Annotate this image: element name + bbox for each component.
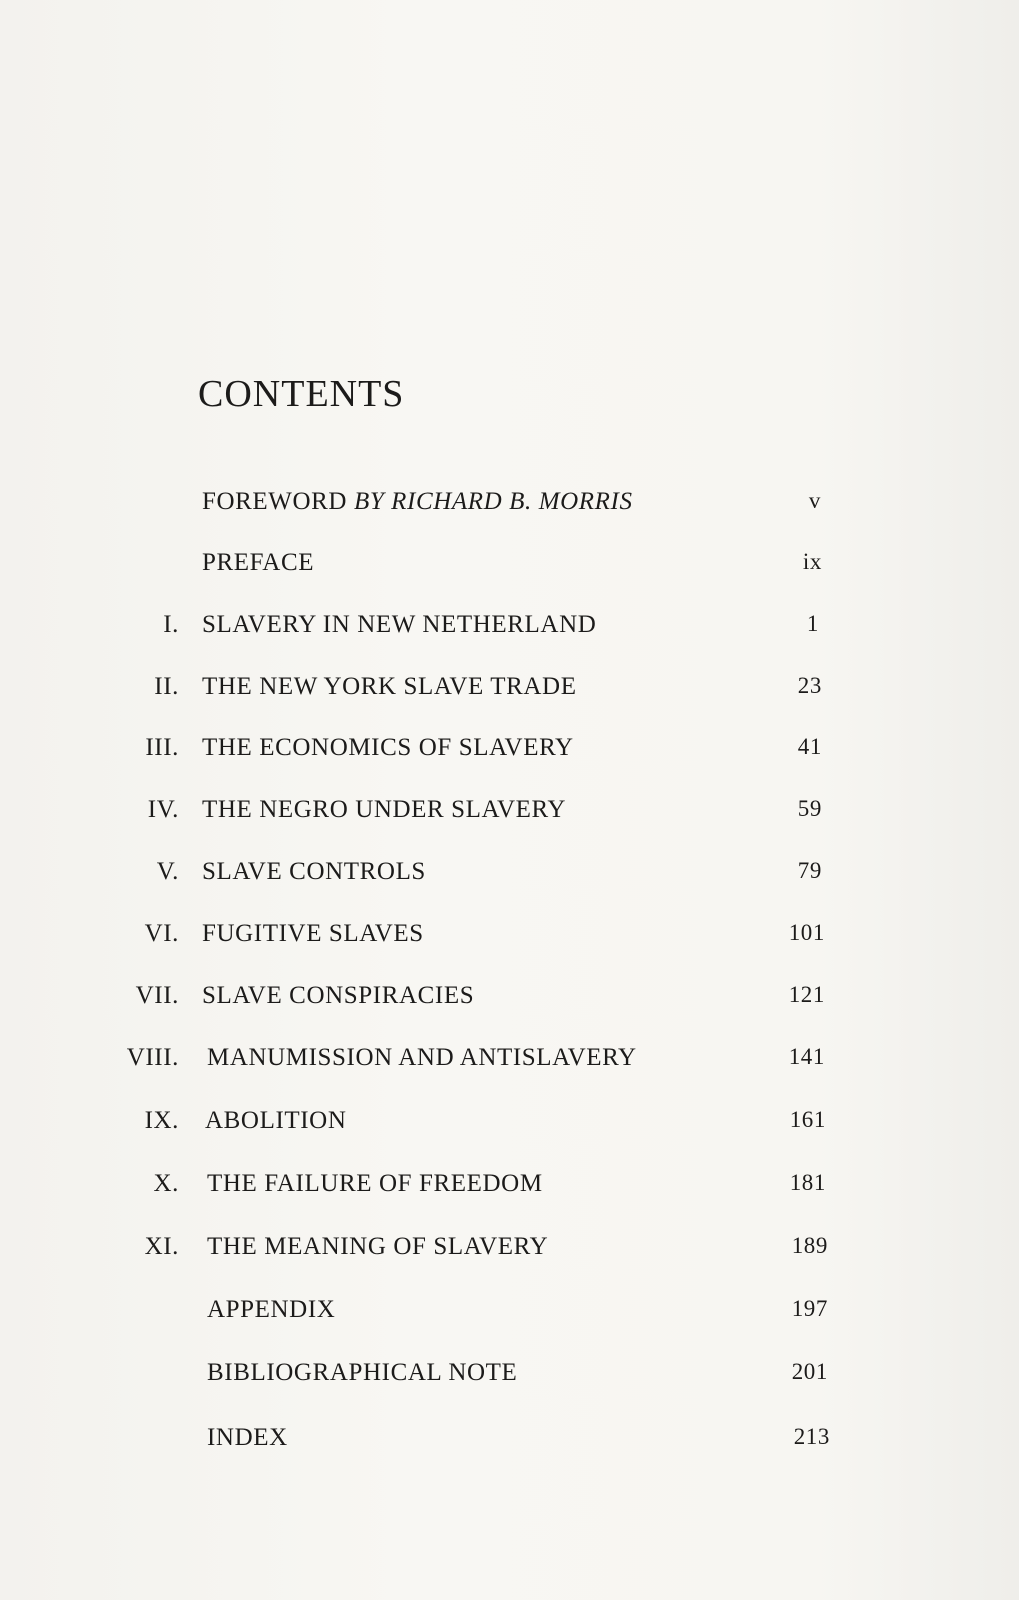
toc-entry-chapter-3 (0, 734, 1019, 774)
toc-entry-chapter-8 (0, 1044, 1019, 1084)
page-title: CONTENTS (198, 373, 405, 415)
page-number: ix (802, 549, 822, 574)
toc-entry-chapter-10 (0, 1170, 1019, 1210)
entry-title: THE MEANING OF SLAVERY (207, 1233, 549, 1260)
entry-title (202, 488, 633, 516)
toc-entry-chapter-2 (0, 673, 1019, 713)
page-number: 79 (797, 858, 822, 883)
entry-title: THE NEGRO UNDER SLAVERY (202, 796, 567, 823)
toc-entry-chapter-4 (0, 796, 1019, 836)
toc-entry-chapter-1 (0, 611, 1019, 651)
entry-title: PREFACE (202, 549, 315, 576)
page-number: 23 (797, 673, 822, 698)
entry-title: THE NEW YORK SLAVE TRADE (202, 673, 577, 700)
chapter-number: XI. (144, 1233, 179, 1260)
toc-entry-chapter-6 (0, 920, 1019, 960)
page-number: v (808, 488, 821, 513)
entry-title: ABOLITION (205, 1107, 347, 1134)
page-number: 161 (789, 1107, 826, 1132)
page-number: 213 (793, 1424, 830, 1449)
page-number: 189 (791, 1233, 828, 1258)
entry-title: THE FAILURE OF FREEDOM (207, 1170, 543, 1197)
entry-title: MANUMISSION AND ANTISLAVERY (207, 1044, 637, 1071)
entry-title: SLAVE CONTROLS (202, 858, 426, 885)
toc-entry-foreword (0, 488, 1019, 528)
chapter-number: IX. (144, 1107, 179, 1134)
entry-title: APPENDIX (207, 1296, 336, 1323)
page-number: 181 (789, 1170, 826, 1195)
page-number: 201 (791, 1359, 828, 1384)
entry-title: SLAVERY IN NEW NETHERLAND (202, 611, 597, 638)
chapter-number: VII. (135, 982, 179, 1009)
entry-title: THE ECONOMICS OF SLAVERY (202, 734, 574, 761)
page-number: 121 (788, 982, 825, 1007)
chapter-number: I. (163, 611, 179, 638)
page-number: 101 (788, 920, 825, 945)
page-number: 197 (791, 1296, 828, 1321)
chapter-number: VI. (144, 920, 179, 947)
chapter-number: II. (154, 673, 179, 700)
entry-title-text: FOREWORD (202, 488, 348, 515)
toc-entry-index (0, 1424, 1019, 1464)
toc-entry-bibliographical-note (0, 1359, 1019, 1399)
entry-title: BIBLIOGRAPHICAL NOTE (207, 1359, 518, 1386)
toc-entry-appendix (0, 1296, 1019, 1336)
page-number: 59 (797, 796, 822, 821)
page-number: 141 (788, 1044, 825, 1069)
entry-title: INDEX (207, 1424, 288, 1451)
entry-title: SLAVE CONSPIRACIES (202, 982, 475, 1009)
chapter-number: V. (156, 858, 179, 885)
toc-entry-chapter-5 (0, 858, 1019, 898)
page-number: 1 (806, 611, 819, 636)
page-number: 41 (797, 734, 822, 759)
entry-author: BY RICHARD B. MORRIS (353, 488, 633, 515)
chapter-number: VIII. (126, 1044, 179, 1071)
chapter-number: III. (145, 734, 179, 761)
toc-entry-chapter-11 (0, 1233, 1019, 1273)
toc-entry-chapter-7 (0, 982, 1019, 1022)
toc-entry-preface (0, 549, 1019, 589)
toc-entry-chapter-9 (0, 1107, 1019, 1147)
chapter-number: X. (153, 1170, 179, 1197)
chapter-number: IV. (147, 796, 179, 823)
entry-title: FUGITIVE SLAVES (202, 920, 424, 947)
